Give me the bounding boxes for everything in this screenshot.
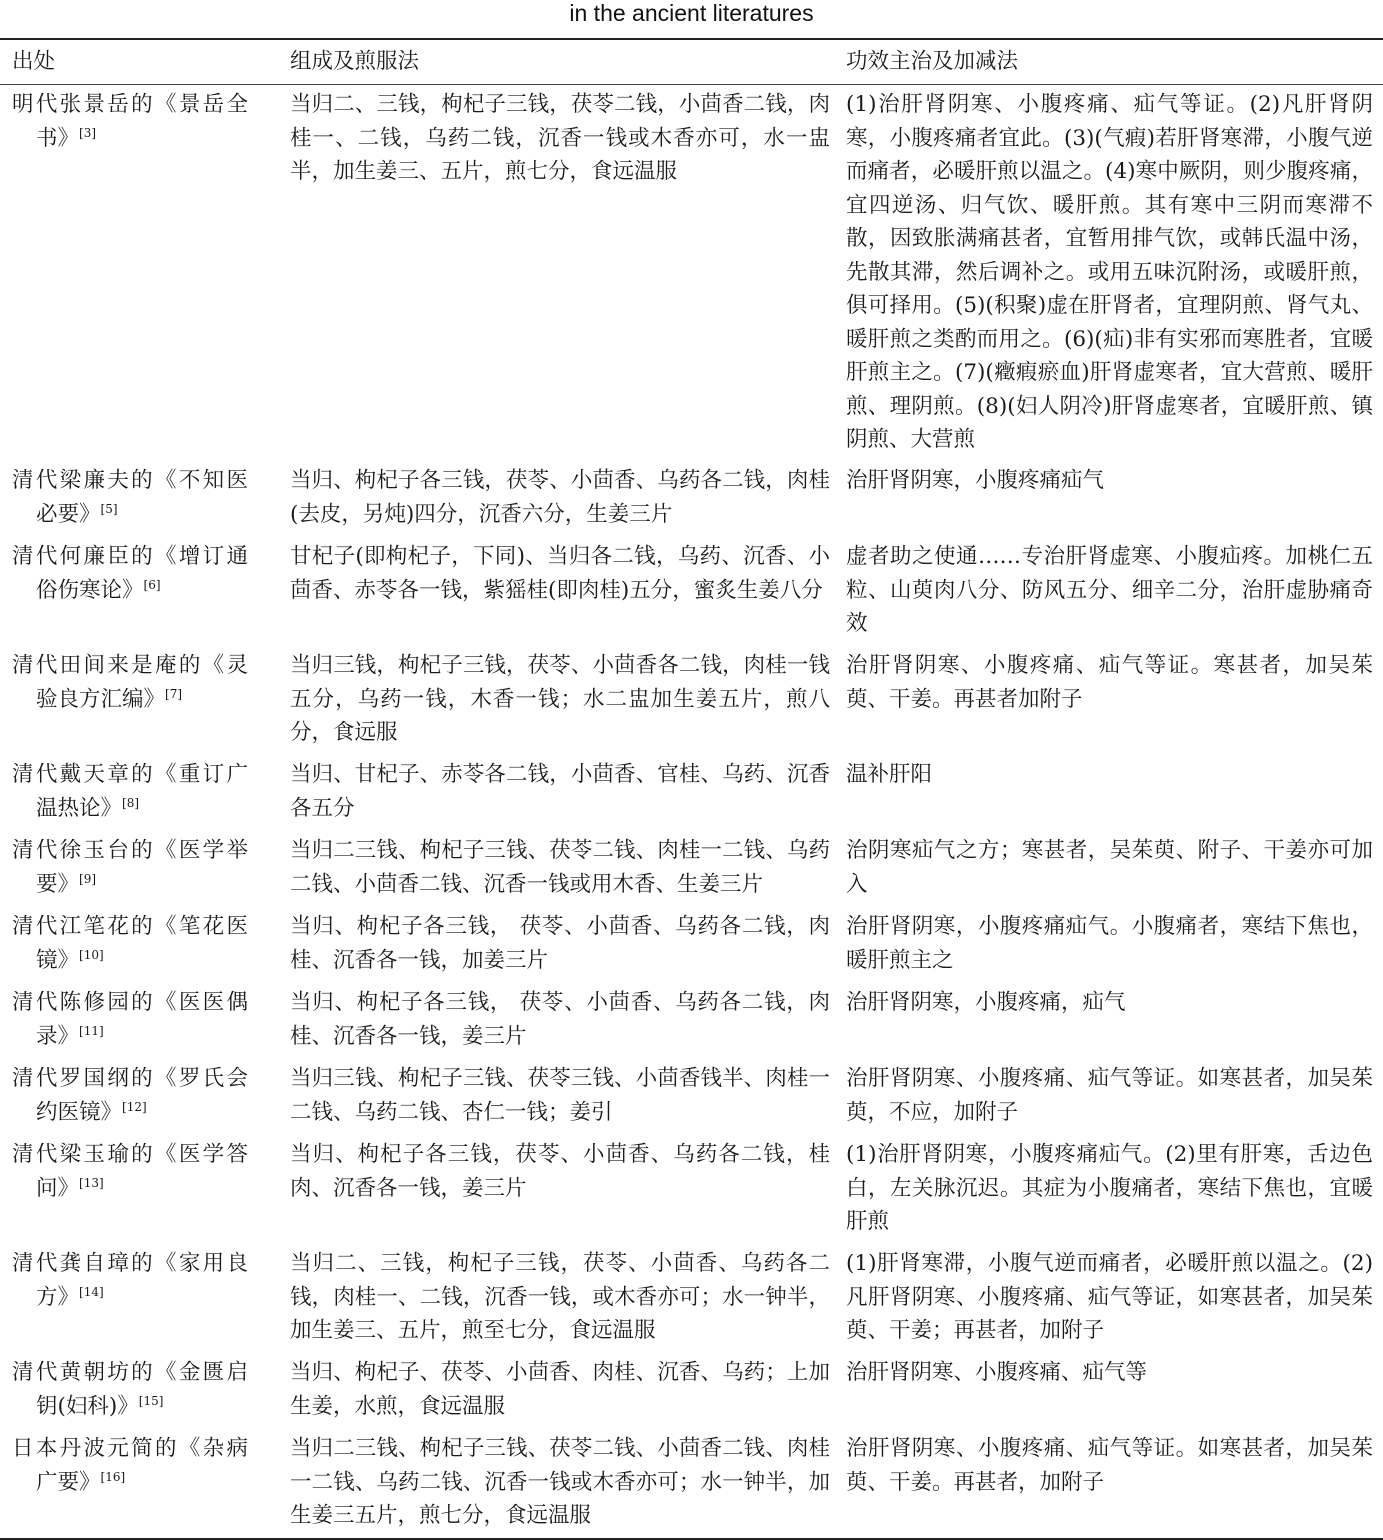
composition-cell: 当归、枸杞子、茯苓、小茴香、肉桂、沉香、乌药；上加生姜，水煎，食远温服 <box>290 1360 830 1419</box>
indication-cell: 虚者助之使通……专治肝肾虚寒、小腹疝疼。加桃仁五粒、山萸肉八分、防风五分、细辛二分，治肝虚胁痛奇效 <box>846 544 1373 636</box>
reference-number: [16] <box>100 1469 126 1484</box>
composition-cell: 当归三钱、枸杞子三钱、茯苓三钱、小茴香钱半、肉桂一二钱、乌药二钱、杏仁一钱；姜引 <box>290 1066 830 1125</box>
indication-cell: (1)治肝肾阴寒、小腹疼痛、疝气等证。(2)凡肝肾阴寒，小腹疼痛者宜此。(3)(气瘕)若肝肾寒滞，小腹气逆而痛者，必暖肝煎以温之。(4)寒中厥阴，则少腹疼痛，宜四逆汤、归气饮、暖肝煎。其有寒中三阴而寒滞不散，因致胀满痛甚者，宜暂用排气饮，或韩氏温中汤，先散其滞，然后调补之。或用五味沉附汤，或暖肝煎，俱可择用。(5)(积聚)虚在肝肾者，宜理阴煎、肾气丸、暖肝煎之类酌而用之。(6)(疝)非有实邪而寒胜者，宜暖肝煎主之。(7)(癥瘕瘀血)肝肾虚寒者，宜大营煎、暖肝煎、理阴煎。(8)(妇人阴冷)肝肾虚寒者，宜暖肝煎、镇阴煎、大营煎 <box>846 92 1373 452</box>
composition-cell: 当归二三钱、枸杞子三钱、茯苓二钱、小茴香二钱、肉桂一二钱、乌药二钱、沉香一钱或木香亦可；水一钟半，加生姜三五片，煎七分，食远温服 <box>290 1436 830 1528</box>
source-text: 清代龚自璋的《家用良方》 <box>12 1251 248 1310</box>
composition-cell: 当归、枸杞子各三钱，茯苓、小茴香、乌药各二钱，肉桂(去皮，另炖)四分，沉香六分，生姜三片 <box>290 468 830 527</box>
source-text: 清代江笔花的《笔花医镜》 <box>12 914 248 973</box>
source-cell <box>0 461 280 537</box>
source-text: 明代张景岳的《景岳全书》 <box>12 92 248 151</box>
composition-cell: 甘杞子(即枸杞子，下同)、当归各二钱，乌药、沉香、小茴香、赤苓各一钱，紫猺桂(即肉桂)五分，蜜炙生姜八分 <box>290 544 830 603</box>
source-cell <box>0 1135 280 1244</box>
reference-number: [5] <box>100 501 118 516</box>
source-cell <box>0 755 280 831</box>
source-text: 日本丹波元简的《杂病广要》 <box>12 1436 248 1495</box>
source-cell <box>0 1429 280 1538</box>
composition-cell: 当归、枸杞子各三钱， 茯苓、小茴香、乌药各二钱，肉桂、沉香各一钱，姜三片 <box>290 990 830 1049</box>
table-row <box>0 537 1383 646</box>
source-text: 清代田间来是庵的《灵验良方汇编》 <box>12 653 248 712</box>
source-cell <box>0 537 280 646</box>
source-text: 清代梁玉瑜的《医学答问》 <box>12 1142 248 1201</box>
indication-cell: 治肝肾阴寒、小腹疼痛、疝气等 <box>846 1360 1148 1385</box>
table-row <box>0 983 1383 1059</box>
source-text: 清代戴天章的《重订广温热论》 <box>12 762 248 821</box>
source-cell <box>0 85 280 461</box>
table-caption: in the ancient literatures <box>569 0 814 26</box>
source-text: 清代罗国纲的《罗氏会约医镜》 <box>12 1066 248 1125</box>
table-header-row <box>0 40 1383 85</box>
indication-cell: 治肝肾阴寒、小腹疼痛、疝气等证。寒甚者，加吴茱萸、干姜。再甚者加附子 <box>846 653 1373 712</box>
header-composition: 组成及煎服法 <box>290 49 420 74</box>
table-row <box>0 1135 1383 1244</box>
header-indication: 功效主治及加减法 <box>846 49 1019 74</box>
source-cell <box>0 646 280 755</box>
table-row <box>0 85 1383 461</box>
table-row <box>0 1429 1383 1538</box>
composition-cell: 当归二三钱、枸杞子三钱、茯苓二钱、肉桂一二钱、乌药二钱、小茴香二钱、沉香一钱或用木香、生姜三片 <box>290 838 830 897</box>
table-row <box>0 646 1383 755</box>
source-cell <box>0 983 280 1059</box>
table-row <box>0 755 1383 831</box>
reference-number: [9] <box>79 871 97 886</box>
source-text: 清代黄朝坊的《金匮启钥(妇科)》 <box>12 1360 248 1419</box>
source-cell <box>0 1244 280 1353</box>
source-cell <box>0 907 280 983</box>
composition-cell: 当归二、三钱，枸杞子三钱，茯苓、小茴香、乌药各二钱，肉桂一、二钱，沉香一钱，或木香亦可；水一钟半，加生姜三、五片，煎至七分，食远温服 <box>290 1251 830 1343</box>
source-text: 清代何廉臣的《增订通俗伤寒论》 <box>12 544 248 603</box>
indication-cell: 治肝肾阴寒，小腹疼痛，疝气 <box>846 990 1126 1015</box>
reference-number: [14] <box>79 1284 104 1299</box>
source-text: 清代徐玉台的《医学举要》 <box>12 838 248 897</box>
table-row <box>0 1353 1383 1429</box>
source-cell <box>0 831 280 907</box>
composition-cell: 当归二、三钱，枸杞子三钱，茯苓二钱，小茴香二钱，肉桂一、二钱，乌药二钱，沉香一钱或木香亦可，水一盅半，加生姜三、五片，煎七分，食远温服 <box>290 92 830 184</box>
table-row <box>0 907 1383 983</box>
indication-cell: (1)治肝肾阴寒，小腹疼痛疝气。(2)里有肝寒，舌边色白，左关脉沉迟。其症为小腹痛者，寒结下焦也，宜暖肝煎 <box>846 1142 1373 1234</box>
table-body <box>0 85 1383 1538</box>
table-row <box>0 1059 1383 1135</box>
reference-number: [10] <box>79 947 104 962</box>
header-source: 出处 <box>12 49 56 74</box>
reference-number: [3] <box>79 125 97 140</box>
reference-number: [8] <box>122 795 140 810</box>
source-cell <box>0 1353 280 1429</box>
source-text: 清代陈修园的《医医偶录》 <box>12 990 248 1049</box>
composition-cell: 当归、枸杞子各三钱，茯苓、小茴香、乌药各二钱，桂肉、沉香各一钱，姜三片 <box>290 1142 830 1201</box>
reference-number: [15] <box>138 1393 164 1408</box>
source-text: 清代梁廉夫的《不知医必要》 <box>12 468 248 527</box>
indication-cell: 治阴寒疝气之方；寒甚者，吴茱萸、附子、干姜亦可加入 <box>846 838 1373 897</box>
source-cell <box>0 1059 280 1135</box>
reference-number: [7] <box>165 686 183 701</box>
reference-number: [13] <box>79 1175 104 1190</box>
table-row <box>0 1244 1383 1353</box>
indication-cell: 治肝肾阴寒，小腹疼痛疝气。小腹痛者，寒结下焦也，暖肝煎主之 <box>846 914 1373 973</box>
indication-cell: 治肝肾阴寒、小腹疼痛、疝气等证。如寒甚者，加吴茱萸、干姜。再甚者，加附子 <box>846 1436 1373 1495</box>
table-row <box>0 831 1383 907</box>
composition-cell: 当归三钱，枸杞子三钱，茯苓、小茴香各二钱，肉桂一钱五分，乌药一钱，木香一钱；水二盅加生姜五片，煎八分，食远服 <box>290 653 830 745</box>
composition-cell: 当归、枸杞子各三钱， 茯苓、小茴香、乌药各二钱，肉桂、沉香各一钱，加姜三片 <box>290 914 830 973</box>
indication-cell: 温补肝阳 <box>846 762 933 787</box>
reference-number: [11] <box>79 1023 104 1038</box>
indication-cell: (1)肝肾寒滞，小腹气逆而痛者，必暖肝煎以温之。(2)凡肝肾阴寒、小腹疼痛、疝气等证，如寒甚者，加吴茱萸、干姜；再甚者，加附子 <box>846 1251 1373 1343</box>
reference-number: [12] <box>122 1099 147 1114</box>
indication-cell: 治肝肾阴寒，小腹疼痛疝气 <box>846 468 1105 493</box>
reference-number: [6] <box>143 577 161 592</box>
indication-cell: 治肝肾阴寒、小腹疼痛、疝气等证。如寒甚者，加吴茱萸，不应，加附子 <box>846 1066 1373 1125</box>
table-row <box>0 461 1383 537</box>
formula-table <box>0 38 1383 1540</box>
composition-cell: 当归、甘杞子、赤苓各二钱，小茴香、官桂、乌药、沉香各五分 <box>290 762 830 821</box>
